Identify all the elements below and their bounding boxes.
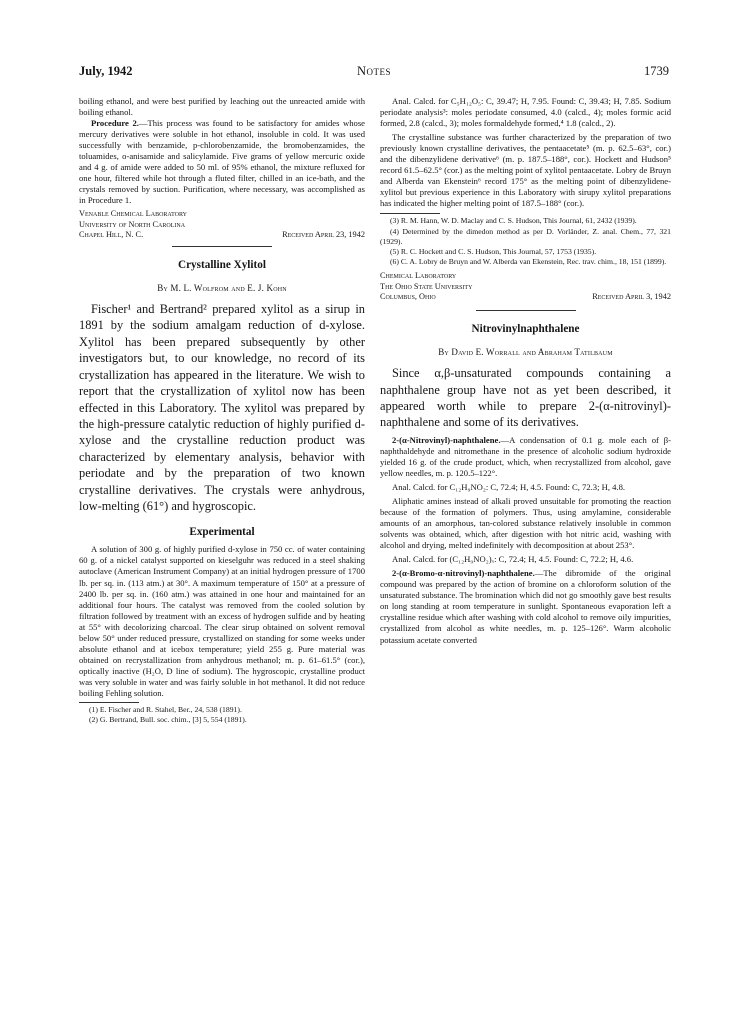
procedure-2-label: Procedure 2.	[91, 118, 139, 129]
footnotes-right	[380, 216, 671, 267]
footnotes-left	[79, 705, 365, 725]
footnote-3: (3) R. M. Hann, W. D. Maclay and C. S. Hudson, This Journal, 61, 2432 (1939).	[390, 216, 637, 226]
compound-2-paragraph	[380, 568, 671, 645]
compound-2-label: 2-(α-Bromo-α-nitrovinyl)-naphthalene.	[392, 568, 535, 579]
received-date: Received April 23, 1942	[282, 229, 365, 239]
footnote-4: (4) Determined by the dimedon method as per D. Vorländer, Z. anal. Chem., 77, 321 (1929).	[380, 226, 671, 246]
nitrovinyl-intro: Since α,β-unsaturated compounds containing a naphthalene group have not as yet been described, it appeared worth while to prepare 2-(α-nitrovinyl)-naphthalene and some of its derivatives.	[380, 366, 671, 430]
article-title-xylitol: Crystalline Xylitol	[178, 259, 266, 272]
analysis-xylitol: Anal. Calcd. for C₅H₁₂O₅: C, 39.47; H, 7.95. Found: C, 39.43; H, 7.85. Sodium periodate analysis³: moles periodate consumed, 4.0 (calcd., 4); moles formic acid formed, 2.8 (calcd., 3); moles formaldehyde formed,⁴ 1.8 (calcd., 2).	[380, 96, 671, 129]
derivatives-paragraph: The crystalline substance was further characterized by the preparation of two previously known crystalline derivatives, the pentaacetate⁵ (m. p. 62.5–63°, cor.) and the dibenzylidene derivative⁶ (m. p. 187.5–188°, cor.). Hockett and Hudson⁵ record 61.5–62.5° (cor.) as the melting point of xylitol pentaacetate. Lobry de Bruyn and Alberda van Ekenstein⁶ record 175° as the melting point of dibenzylidene-xylitol but previous experience in this Laboratory with sirupy xylitol preparations has indicated the higher melting point of 187.5–188° (cor.).	[380, 132, 671, 209]
affiliation-block-2	[380, 271, 671, 302]
footnote-5: (5) R. C. Hockett and C. S. Hudson, This Journal, 57, 1753 (1935).	[390, 247, 597, 257]
byline-xylitol: By M. L. Wolfrom and E. J. Kohn	[157, 283, 287, 294]
affiliation-city: Columbus, Ohio	[380, 291, 436, 301]
received-date: Received April 3, 1942	[592, 291, 671, 301]
xylitol-intro: Fischer¹ and Bertrand² prepared xylitol as a sirup in 1891 by the sodium amalgam reduction of d-xylose. Xylitol has been prepared subsequently by other investigators but, to our knowledge, no record of its crystallization has appeared in the literature. We wish to report that the crystallization of xylitol now has been effected in this Laboratory. The xylitol was prepared by the high-pressure catalytic reduction of highly purified d-xylose and the crystalline reduction product was characterized by elementary analysis, behavior with periodate and by the preparation of two known crystalline derivatives. The crystals were anhydrous, low-melting (61°) and hygroscopic.	[79, 302, 365, 513]
left-column	[79, 96, 365, 725]
footnote-1: (1) E. Fischer and R. Stahel, Ber., 24, 538 (1891).	[89, 705, 242, 715]
footnote-rule	[380, 213, 440, 214]
affiliation-block-1	[79, 209, 365, 240]
affiliation-university: The Ohio State University	[380, 281, 473, 291]
right-column	[380, 96, 671, 646]
compound-2-text: —The dibromide of the original compound was prepared by the action of bromine on a chloroform solution of the unsaturated substance. The bromination which did not go smoothly gave best results on long standing at room temperature in sunlight. Spontaneous evaporation left a crystalline residue which after washing with cold alcohol to remove oily impurities, crystallized from alcohol as white needles, m. p. 125–126°. Warm alcoholic potassium acetate converted	[380, 568, 671, 645]
affiliation-city: Chapel Hill, N. C.	[79, 229, 144, 239]
footnote-2: (2) G. Bertrand, Bull. soc. chim., [3] 5, 554 (1891).	[89, 715, 247, 725]
footnote-rule	[79, 702, 139, 703]
compound-1-label: 2-(α-Nitrovinyl)-naphthalene.	[392, 434, 501, 445]
affiliation-lab: Chemical Laboratory	[380, 271, 457, 281]
procedure-2-paragraph	[79, 118, 365, 206]
article-separator	[172, 246, 272, 247]
analysis-compound-1: Anal. Calcd. for C₁₂H₉NO₂: C, 72.4; H, 4.5. Found: C, 72.3; H, 4.8.	[392, 481, 626, 492]
article-separator	[476, 310, 576, 311]
previous-article-paragraph: boiling ethanol, and were best purified by leaching out the unreacted amide with boiling ethanol.	[79, 96, 365, 118]
issue-date: July, 1942	[79, 64, 133, 78]
byline-nitrovinylnaphthalene: By David E. Worrall and Abraham Tatilbaum	[438, 347, 613, 358]
amines-paragraph: Aliphatic amines instead of alkali proved unsuitable for promoting the reaction because of the formation of polymers. Thus, using amylamine, considerable amounts of an amorphous, tan-colored substance relatively insoluble in common solvents was obtained, which, after digestion with hot nitric acid, washing with alcohol and drying, melted indefinitely with decomposition at about 253°.	[380, 495, 671, 551]
section-name: Notes	[356, 64, 392, 78]
affiliation-lab: Venable Chemical Laboratory	[79, 209, 187, 219]
page-number: 1739	[644, 64, 669, 78]
analysis-polymer: Anal. Calcd. for (C₁₂H₉NO₂)ₓ: C, 72.4; H, 4.5. Found: C, 72.2; H, 4.6.	[392, 554, 634, 565]
page-header	[79, 64, 669, 80]
footnote-6: (6) C. A. Lobry de Bruyn and W. Alberda van Ekenstein, Rec. trav. chim., 18, 151 (1899).	[390, 257, 667, 267]
experimental-paragraph: A solution of 300 g. of highly purified d-xylose in 750 cc. of water containing 60 g. of a nickel catalyst supported on kieselguhr was reduced in a steel shaking autoclave (American Instrument Company) at an initial hydrogen pressure of 1700 lb. per sq. in. (113 atm.) at 30°. A maximum temperature of 150° at a pressure of 2400 lb. per sq. in. (160 atm.) was attained in one hour and maintained for an additional four hours. The catalyst was removed from the cooled solution by filtration followed by treatment with an excess of hydrogen sulfide and by heating at 55° with decolorizing charcoal. The clear sirup obtained on solvent removal below 50° under reduced pressure, crystallized on standing for some weeks under absolute ethanol and at icebox temperature; yield 255 g. Pure material was obtained on recrystallization from anhydrous methanol; m. p. 61–61.5° (cor.), optically inactive (H₂O, D line of sodium). The hygroscopic, crystalline product was very soluble in water and was fairly soluble in hot methanol. It did not reduce boiling Fehling solution.	[79, 544, 365, 698]
affiliation-university: University of North Carolina	[79, 219, 186, 229]
article-title-nitrovinylnaphthalene: Nitrovinylnaphthalene	[471, 323, 580, 336]
procedure-2-text: —This process was found to be satisfactory for amides whose mercury derivatives were soluble in hot ethanol, insoluble in cold. It was used successfully with benzamide, p-chlorobenzamide, the bromobenzamides, the toluamides, o-anisamide and salicylamide. Five grams of yellow mercuric oxide and 4 g. of amide were added to 50 ml. of 95% ethanol, the mixture refluxed for one hour, filtered while hot through a fluted filter, chilled in an ice-bath, and the crystals removed by suction. Purification, where necessary, was accomplished as in Procedure 1.	[79, 118, 365, 206]
compound-1-paragraph	[380, 435, 671, 479]
experimental-heading: Experimental	[189, 526, 255, 539]
compound-1-text: —A condensation of 0.1 g. mole each of β-naphthaldehyde and nitromethane in the presence of alcoholic sodium hydroxide yielded 16 g. of the crude product, which, when recrystallized from alcohol, gave yellow needles, m. p. 120.5–122°.	[380, 434, 671, 478]
